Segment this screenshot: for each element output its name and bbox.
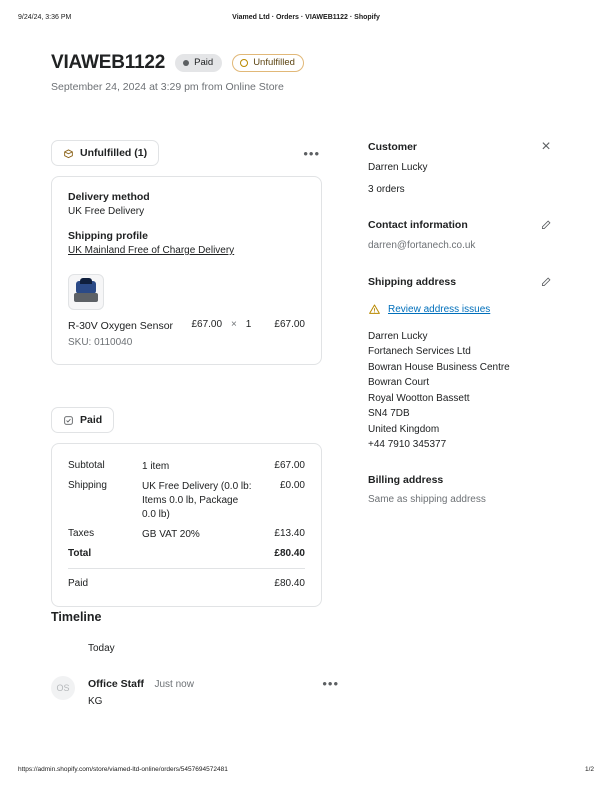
- line-item-sku: SKU: 0110040: [68, 337, 133, 349]
- payment-status-label: Paid: [80, 414, 103, 427]
- payment-row-label: Subtotal: [68, 460, 105, 472]
- billing-address-value: Same as shipping address: [368, 493, 486, 505]
- billing-address-title: Billing address: [368, 473, 444, 486]
- fulfillment-card: [51, 176, 322, 365]
- line-item-row: [68, 319, 305, 333]
- address-line: Fortanech Services Ltd: [368, 346, 471, 357]
- line-item: [68, 274, 305, 348]
- payment-paid-label: Paid: [68, 578, 89, 590]
- status-badge-unfulfilled-label: Unfulfilled: [253, 56, 295, 68]
- print-page-number: 1/2: [584, 766, 594, 773]
- multiply-icon: ×: [230, 319, 237, 330]
- customer-panel: [368, 140, 553, 507]
- address-line: Royal Wootton Bassett: [368, 392, 470, 404]
- payment-row: [68, 477, 305, 525]
- billing-address-section: [368, 474, 553, 508]
- shipping-profile-link[interactable]: UK Mainland Free of Charge Delivery: [68, 245, 235, 256]
- status-badge-paid: [175, 54, 222, 73]
- fulfillment-status-label: Unfulfilled (1): [80, 147, 148, 159]
- close-icon[interactable]: ×: [541, 138, 551, 155]
- page-title: VIAWEB1122: [51, 52, 166, 73]
- payment-paid-amount: £80.40: [274, 578, 305, 590]
- fulfillment-header-row: [51, 140, 322, 166]
- order-subtitle: September 24, 2024 at 3:29 pm from Online Store: [51, 81, 284, 93]
- address-line: Darren Lucky: [368, 330, 428, 342]
- shipping-address-block: [368, 329, 553, 453]
- timeline-title: Timeline: [51, 610, 102, 624]
- shipping-address-header: [368, 275, 553, 289]
- shipping-profile-label: Shipping profile: [68, 230, 148, 242]
- status-badge-unfulfilled: [232, 54, 304, 73]
- timeline-entry-more-actions-button[interactable]: •••: [322, 676, 339, 691]
- payment-row-amount: £0.00: [279, 480, 305, 492]
- contact-information-section: [368, 218, 553, 254]
- payment-status-pill: [51, 407, 114, 433]
- payment-row: [68, 457, 305, 477]
- shipping-address-title: Shipping address: [368, 275, 457, 288]
- avatar: OS: [51, 676, 75, 700]
- timeline-section: [51, 610, 339, 708]
- payment-row-amount: £13.40: [274, 528, 305, 540]
- order-details-column: [51, 140, 322, 607]
- order-title-row: [51, 52, 531, 74]
- print-url: https://admin.shopify.com/store/viamed-ltd-online/orders/5457694572481: [18, 766, 228, 773]
- payment-row-detail: UK Free Delivery (0.0 lb: Items 0.0 lb, Package 0.0 lb): [142, 481, 252, 521]
- payment-total-row: [68, 545, 305, 562]
- payment-row: [68, 525, 305, 545]
- timeline-entry-body: [88, 674, 331, 707]
- status-badge-paid-label: Paid: [194, 56, 214, 68]
- order-header: [51, 52, 531, 93]
- customer-header: [368, 140, 553, 154]
- line-item-quantity: 1: [245, 319, 252, 330]
- package-icon: [63, 148, 74, 159]
- payment-total-label: Total: [68, 548, 92, 560]
- customer-name[interactable]: Darren Lucky: [368, 162, 428, 173]
- payment-row-detail: 1 item: [142, 461, 170, 473]
- customer-order-count: 3 orders: [368, 183, 405, 195]
- product-image-base: [74, 293, 98, 302]
- payment-card: [51, 443, 322, 607]
- line-item-title[interactable]: R-30V Oxygen Sensor: [68, 320, 174, 332]
- payment-section: [51, 407, 322, 607]
- line-item-total: £67.00: [274, 319, 305, 330]
- address-line: United Kingdom: [368, 423, 440, 435]
- timeline-entry-author: Office Staff: [88, 678, 145, 690]
- address-line: Bowran House Business Centre: [368, 361, 510, 373]
- address-phone: +44 7910 345377: [368, 439, 447, 450]
- delivery-method-label: Delivery method: [68, 191, 150, 203]
- warning-triangle-icon: [368, 303, 381, 316]
- address-line: SN4 7DB: [368, 408, 410, 419]
- address-issue-row[interactable]: [368, 303, 553, 316]
- shipping-address-section: [368, 275, 553, 453]
- customer-title: Customer: [368, 141, 418, 153]
- print-footer: [0, 766, 612, 778]
- timeline-day-label: Today: [88, 643, 115, 654]
- print-header: [0, 14, 612, 26]
- print-timestamp: 9/24/24, 3:36 PM: [18, 14, 72, 21]
- dot-outline-icon: [240, 59, 248, 67]
- delivery-method-value: UK Free Delivery: [68, 206, 145, 217]
- shipping-profile-block: [68, 230, 305, 256]
- address-line: Bowran Court: [368, 377, 430, 388]
- edit-pencil-icon[interactable]: [539, 275, 553, 289]
- timeline-entry: [51, 674, 339, 708]
- contact-information-title: Contact information: [368, 219, 468, 231]
- edit-pencil-icon[interactable]: [539, 218, 553, 232]
- timeline-entry-text: KG: [88, 696, 103, 707]
- review-address-issues-link[interactable]: Review address issues: [388, 303, 491, 315]
- fulfillment-status-pill: [51, 140, 159, 166]
- print-page-title: Viamed Ltd · Orders · VIAWEB1122 · Shopify: [232, 14, 380, 21]
- payment-row-label: Shipping: [68, 480, 107, 492]
- payment-row-detail: GB VAT 20%: [142, 529, 200, 541]
- contact-information-header: [368, 218, 553, 232]
- payment-row-amount: £67.00: [274, 460, 305, 472]
- payment-paid-row: [68, 575, 305, 592]
- line-item-price: £67.00: [191, 319, 223, 330]
- timeline-entry-time: Just now: [154, 679, 194, 690]
- delivery-method-block: [68, 191, 305, 217]
- payment-row-label: Taxes: [68, 528, 95, 540]
- dot-icon: [183, 60, 189, 66]
- product-image-cap: [80, 278, 92, 284]
- customer-email[interactable]: darren@fortanech.co.uk: [368, 240, 476, 251]
- product-thumbnail: [68, 274, 104, 310]
- fulfillment-more-actions-button[interactable]: •••: [303, 145, 320, 161]
- payment-total-amount: £80.40: [274, 548, 305, 560]
- check-circle-icon: [63, 415, 74, 426]
- payment-divider: [68, 568, 305, 569]
